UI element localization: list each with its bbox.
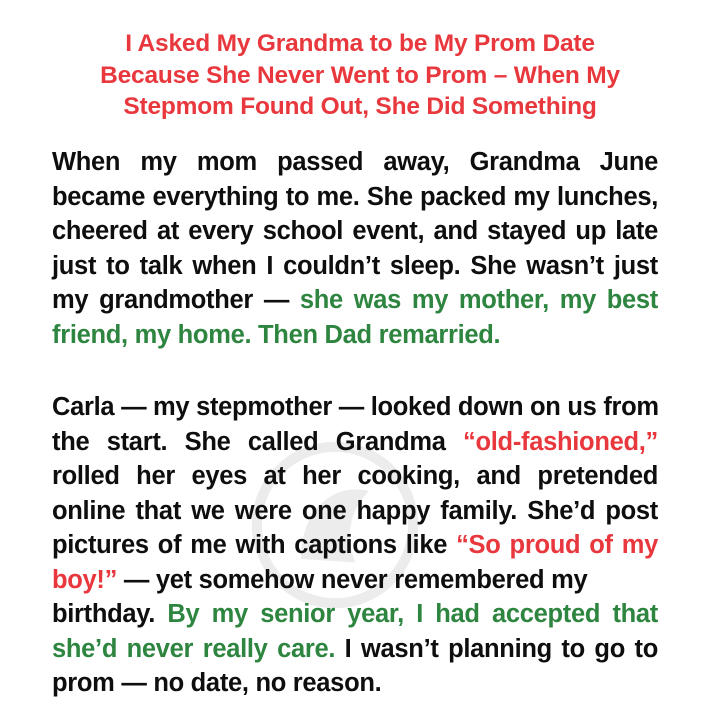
p2-line-1: Carla — my stepmother — looked down on us from [52,393,659,421]
article-title [40,28,680,123]
p1-line-5 [52,283,658,318]
p1-line-1: When my mom passed away, Grandma June [52,148,658,176]
p2-line-8-highlight: she’d never really care. [52,634,336,663]
p1-line-4: just to talk when I couldn’t sleep. She wasn’t just [52,251,658,280]
p2-line-5-plain: pictures of me with captions like [52,531,457,559]
p2-line-5 [52,528,658,563]
p2-line-7 [52,597,658,632]
p1-line-5-highlight: she was my mother, my best [299,286,658,314]
p2-line-8 [52,632,658,667]
title-line-3: Stepmom Found Out, She Did Something [123,93,597,120]
p2-line-9: prom — no date, no reason. [52,669,382,697]
title-line-2: Because She Never Went to Prom – When My [100,61,620,89]
p2-line-6-plain: — yet somehow never remembered my [117,565,588,594]
p2-line-5-quote: “So proud of my [456,531,658,559]
p1-line-2: became everything to me. She packed my lunches, [52,182,658,211]
p2-line-6 [52,563,658,598]
paragraph-1 [52,145,658,352]
p1-line-3: cheered at every school event, and stayed up late [52,217,658,245]
p2-line-3: rolled her eyes at her cooking, and pretended [52,462,658,490]
p2-line-4: online that we were one happy family. She’d post [52,496,658,525]
title-line-1: I Asked My Grandma to be My Prom Date [125,30,595,57]
p2-line-7-highlight: By my senior year, I had accepted that [167,600,658,628]
p2-line-2-quote: “old-fashioned,” [463,427,658,456]
p2-line-2-plain: the start. She called Grandma [52,427,464,456]
paragraph-2 [52,390,658,701]
p2-line-6-quote: boy!” [52,565,118,594]
p2-line-2 [52,425,658,460]
p1-line-6: friend, my home. Then Dad remarried. [52,320,501,349]
p2-line-8-plain: I wasn’t planning to go to [335,634,658,663]
p1-line-5-plain: my grandmother — [52,286,300,314]
p2-line-7-plain: birthday. [52,600,168,628]
